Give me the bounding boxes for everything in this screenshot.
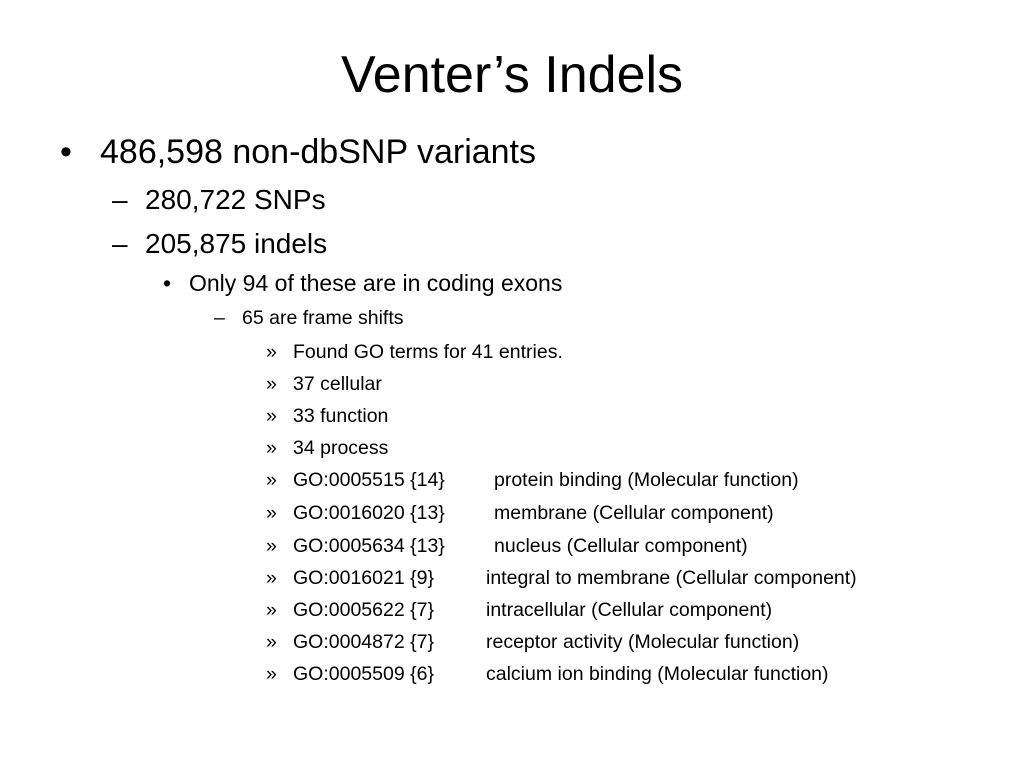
- go-term-item: [266, 532, 1006, 560]
- chevron-marker: »: [266, 405, 277, 427]
- go-term-id: GO:0004872 {7}: [293, 631, 434, 653]
- detail-text: 33 function: [293, 405, 389, 427]
- go-term-description: intracellular (Cellular component): [486, 599, 773, 621]
- chevron-marker: »: [266, 631, 277, 653]
- go-term-id: GO:0005515 {14}: [293, 469, 445, 491]
- bullet-snps: [112, 182, 912, 218]
- bullet-marker: •: [163, 270, 172, 296]
- go-term-description: receptor activity (Molecular function): [486, 631, 800, 653]
- go-term-item: [266, 628, 1006, 656]
- go-term-item: [266, 499, 1006, 527]
- bullet-coding-exons: [163, 268, 863, 298]
- go-term-id: GO:0005634 {13}: [293, 535, 445, 557]
- go-term-item: [266, 596, 1006, 624]
- go-term-description: protein binding (Molecular function): [494, 469, 799, 491]
- detail-item: [266, 434, 1006, 462]
- chevron-marker: »: [266, 663, 277, 685]
- detail-item: [266, 370, 1006, 398]
- go-term-description: integral to membrane (Cellular component): [486, 567, 857, 589]
- bullet-frame-shifts: [214, 305, 814, 331]
- bullet-text: 486,598 non-dbSNP variants: [100, 133, 537, 171]
- bullet-main: [60, 130, 960, 174]
- detail-item: [266, 402, 1006, 430]
- chevron-marker: »: [266, 567, 277, 589]
- bullet-text: 65 are frame shifts: [242, 307, 404, 329]
- dash-marker: –: [214, 307, 225, 329]
- go-term-id: GO:0005622 {7}: [293, 599, 434, 621]
- bullet-marker: •: [60, 133, 72, 171]
- chevron-marker: »: [266, 469, 277, 491]
- bullet-text: 280,722 SNPs: [145, 184, 326, 215]
- chevron-marker: »: [266, 341, 277, 363]
- go-term-description: calcium ion binding (Molecular function): [486, 663, 829, 685]
- bullet-indels: [112, 226, 912, 262]
- go-term-item: [266, 564, 1006, 592]
- go-term-item: [266, 466, 1006, 494]
- detail-text: 37 cellular: [293, 373, 382, 395]
- chevron-marker: »: [266, 535, 277, 557]
- go-term-description: nucleus (Cellular component): [494, 535, 748, 557]
- bullet-text: Only 94 of these are in coding exons: [189, 270, 563, 296]
- go-term-id: GO:0016020 {13}: [293, 502, 445, 524]
- detail-text: Found GO terms for 41 entries.: [293, 341, 563, 363]
- slide-title: Venter’s Indels: [340, 46, 684, 104]
- dash-marker: –: [112, 184, 128, 215]
- chevron-marker: »: [266, 502, 277, 524]
- dash-marker: –: [112, 228, 128, 259]
- chevron-marker: »: [266, 599, 277, 621]
- chevron-marker: »: [266, 437, 277, 459]
- chevron-marker: »: [266, 373, 277, 395]
- detail-item: [266, 338, 1006, 366]
- go-term-item: [266, 660, 1006, 688]
- go-term-id: GO:0016021 {9}: [293, 567, 434, 589]
- detail-text: 34 process: [293, 437, 389, 459]
- go-term-description: membrane (Cellular component): [494, 502, 774, 524]
- go-term-id: GO:0005509 {6}: [293, 663, 434, 685]
- bullet-text: 205,875 indels: [145, 228, 328, 259]
